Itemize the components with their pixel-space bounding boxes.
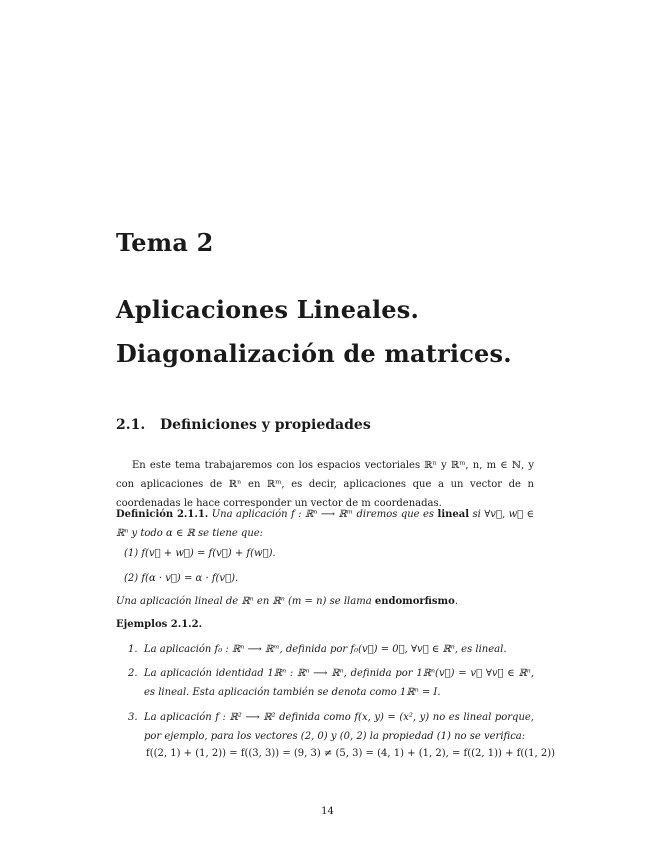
section-number: 2.1. bbox=[116, 417, 146, 433]
chapter-title-line-2: Diagonalización de matrices. bbox=[116, 339, 512, 368]
page-number: 14 bbox=[321, 806, 334, 817]
counterexample-formula: f((2, 1) + (1, 2)) = f((3, 3)) = (9, 3) ≠ (5, 3) = (4, 1) + (1, 2), = f((2, 1)) + f((1, 2)) bbox=[146, 748, 556, 759]
list-item bbox=[128, 708, 534, 746]
chapter-label: Tema 2 bbox=[116, 228, 214, 257]
definition-label: Definición 2.1.1. bbox=[116, 509, 209, 520]
list-item bbox=[128, 664, 534, 702]
section-title: Definiciones y propiedades bbox=[160, 417, 371, 433]
endo-keyword: endomorfismo bbox=[374, 596, 455, 607]
property-1: (1) f(v⃗ + w⃗) = f(v⃗) + f(w⃗). bbox=[124, 548, 276, 559]
definition-text-before: Una aplicación f : ℝⁿ ⟶ ℝᵐ diremos que es bbox=[211, 509, 435, 520]
definition-paragraph bbox=[116, 505, 534, 543]
endo-text-after: . bbox=[454, 596, 458, 607]
list-item-text: La aplicación f : ℝ² ⟶ ℝ² definida como f(x, y) = (x², y) no es lineal porque, por ejemplo, para los vectores (2, 0) y (0, 2) la propiedad (1) no se verifica: bbox=[144, 712, 534, 742]
endo-text-before: Una aplicación lineal de ℝⁿ en ℝⁿ (m = n) se llama bbox=[116, 596, 372, 607]
section-heading bbox=[116, 417, 371, 433]
list-item-text: La aplicación f₀ : ℝⁿ ⟶ ℝᵐ, definida por f₀(v⃗) = 0⃗, ∀v⃗ ∈ ℝⁿ, es lineal. bbox=[144, 644, 507, 655]
list-item-marker: 2. bbox=[128, 668, 138, 679]
chapter-title-line-1: Aplicaciones Lineales. bbox=[116, 295, 420, 324]
list-item bbox=[128, 640, 534, 659]
endomorphism-sentence bbox=[116, 596, 458, 607]
list-item-marker: 3. bbox=[128, 712, 138, 723]
definition-keyword: lineal bbox=[437, 509, 470, 520]
intro-paragraph: En este tema trabajaremos con los espacios vectoriales ℝⁿ y ℝᵐ, n, m ∈ ℕ, y con aplicaciones de ℝⁿ en ℝᵐ, es decir, aplicaciones que a un vector de n coordenadas le hace corresponder un vector de m coordenadas. bbox=[116, 460, 534, 509]
property-2: (2) f(α · v⃗) = α · f(v⃗). bbox=[124, 573, 239, 584]
list-item-text: La aplicación identidad 1ℝⁿ : ℝⁿ ⟶ ℝⁿ, definida por 1ℝⁿ(v⃗) = v⃗ ∀v⃗ ∈ ℝⁿ, es lineal. Esta aplicación también se denota como 1ℝⁿ = I. bbox=[144, 668, 534, 698]
list-item-marker: 1. bbox=[128, 644, 138, 655]
definition-text-after: si ∀v⃗, w⃗ ∈ ℝⁿ y todo α ∈ ℝ se tiene que: bbox=[116, 509, 534, 539]
examples-heading: Ejemplos 2.1.2. bbox=[116, 619, 203, 630]
